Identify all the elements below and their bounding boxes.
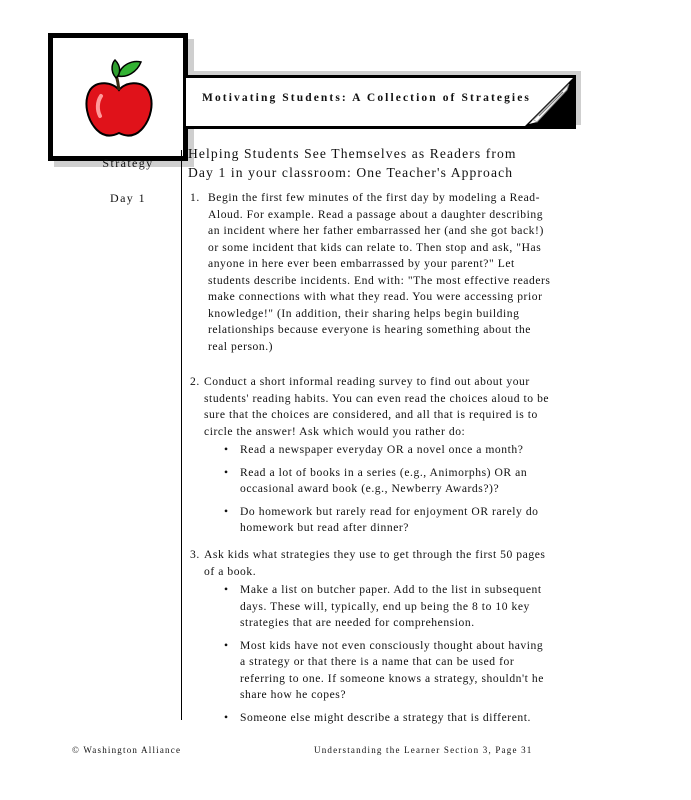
footer-copyright: © Washington Alliance — [72, 745, 182, 755]
bullet-item — [224, 465, 552, 498]
item-number: 1. — [190, 191, 200, 204]
item-text: Conduct a short informal reading survey to find out about your students' reading habits. You can even read the choices aloud to be sure that the choices are considered, and all that is required is to circle the answer! Ask which would you rather do: — [204, 375, 550, 438]
bullet-text: Someone else might describe a strategy that is different. — [240, 710, 531, 724]
apple-logo-box — [48, 33, 188, 161]
title-banner — [183, 75, 576, 129]
item-text: Begin the first few minutes of the first day by modeling a Read-Aloud. For example. Read a passage about a daughter describing an incident where her father embarrassed her (and she got back!) or some incident that kids can relate to. Then stop and ask, "Has anyone in here ever been embarrassed by your parent?" Let students describe incidents. End with: "The most effective readers make connections with what they read. You were accessing prior knowledge!" (In addition, their sharing helps begin building relationships because everyone is hearing something about the real person.) — [208, 191, 551, 353]
bullet-item — [224, 638, 552, 704]
bullet-list — [190, 442, 552, 537]
bullet-icon: • — [224, 465, 229, 479]
bullet-item — [224, 442, 552, 459]
bullet-list — [190, 582, 552, 726]
item-number: 2. — [190, 375, 200, 388]
bullet-item — [224, 582, 552, 632]
bullet-text: Make a list on butcher paper. Add to the list in subsequent days. These will, typically, end up being the 8 to 10 key strategies that are needed for comprehension. — [240, 583, 542, 629]
footer-page-info: Understanding the Learner Section 3, Page 31 — [314, 745, 533, 755]
bullet-icon: • — [224, 583, 229, 596]
heading-line-1: Helping Students See Themselves as Readers from — [188, 146, 517, 161]
bullet-icon: • — [224, 504, 229, 518]
column-divider — [181, 150, 182, 720]
bullet-item — [224, 504, 552, 537]
item-number: 3. — [190, 548, 200, 561]
list-item — [190, 190, 552, 355]
day-label: Day 1 — [110, 191, 146, 205]
fountain-pen-icon — [525, 78, 573, 126]
bullet-text: Do homework but rarely read for enjoyment OR rarely do homework but read after dinner? — [240, 504, 539, 534]
bullet-icon: • — [224, 710, 229, 724]
bullet-item — [224, 710, 552, 727]
heading-line-2: Day 1 in your classroom: One Teacher's Approach — [188, 165, 514, 180]
bullet-text: Read a lot of books in a series (e.g., Animorphs) OR an occasional award book (e.g., Newberry Awards?)? — [240, 465, 528, 495]
section-heading — [188, 144, 558, 182]
strategy-label: Strategy — [102, 156, 154, 170]
bullet-icon: • — [224, 638, 229, 652]
item-text: Ask kids what strategies they use to get through the first 50 pages of a book. — [204, 548, 546, 578]
list-item — [190, 547, 552, 732]
apple-icon — [83, 56, 155, 140]
bullet-text: Read a newspaper everyday OR a novel once a month? — [240, 443, 524, 456]
banner-title: Motivating Students: A Collection of Strategies — [202, 92, 532, 104]
bullet-text: Most kids have not even consciously thought about having a strategy or that there is a name that can be used for referring to one. If someone knows a strategy, shouldn't he share how he copes? — [240, 638, 544, 701]
list-item — [190, 374, 552, 543]
bullet-icon: • — [224, 443, 229, 456]
